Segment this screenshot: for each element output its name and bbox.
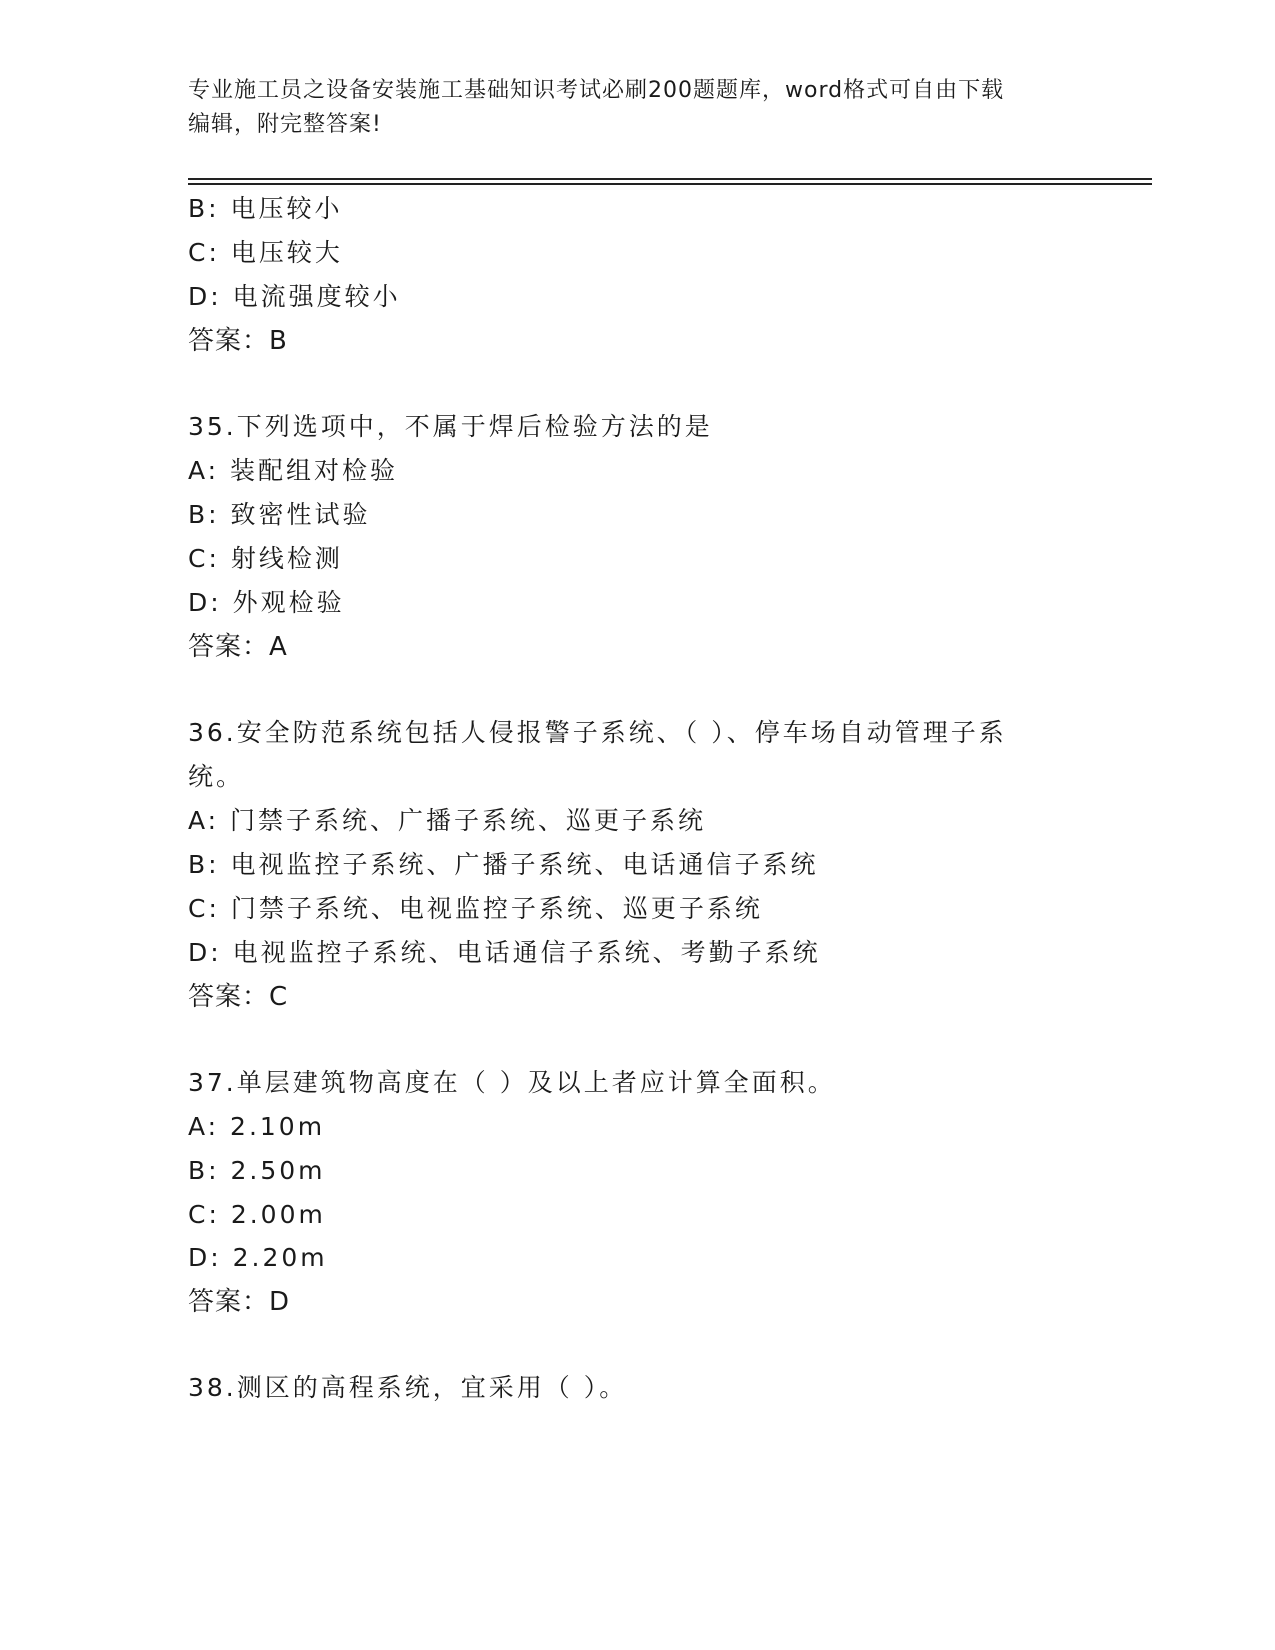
question-36-answer: 答案：C (188, 982, 289, 1012)
question-35-option-d: D: 外观检验 (188, 588, 345, 617)
header-divider-bottom (188, 183, 1152, 185)
question-35-option-b: B: 致密性试验 (188, 500, 371, 529)
header-line-1: 专业施工员之设备安装施工基础知识考试必刷200题题库，word格式可自由下载 (188, 78, 1005, 103)
question-36-option-b: B: 电视监控子系统、广播子系统、电话通信子系统 (188, 850, 819, 879)
header-divider-top (188, 178, 1152, 180)
question-36-option-a: A: 门禁子系统、广播子系统、巡更子系统 (188, 806, 707, 835)
question-35-option-a: A: 装配组对检验 (188, 456, 399, 485)
answer-label: 答案：B (188, 326, 288, 356)
question-38-stem: 38.测区的高程系统，宜采用（ ）。 (188, 1373, 628, 1402)
question-37-option-a: A: 2.10m (188, 1112, 326, 1141)
question-36-option-d: D: 电视监控子系统、电话通信子系统、考勤子系统 (188, 938, 821, 967)
question-37-option-c: C: 2.00m (188, 1200, 326, 1229)
question-35-stem: 35.下列选项中，不属于焊后检验方法的是 (188, 412, 713, 441)
question-36-stem-line-1: 36.安全防范系统包括人侵报警子系统、（ ）、停车场自动管理子系 (188, 718, 1007, 747)
question-36-stem-line-2: 统。 (188, 762, 245, 791)
question-37-option-b: B: 2.50m (188, 1156, 326, 1185)
question-37-option-d: D: 2.20m (188, 1243, 328, 1272)
question-37-answer: 答案：D (188, 1287, 291, 1317)
option-c: C: 电压较大 (188, 238, 343, 267)
question-35-option-c: C: 射线检测 (188, 544, 343, 573)
option-d: D: 电流强度较小 (188, 282, 401, 311)
option-b: B: 电压较小 (188, 194, 343, 223)
question-37-stem: 37.单层建筑物高度在（ ）及以上者应计算全面积。 (188, 1068, 836, 1097)
question-35-answer: 答案：A (188, 632, 288, 662)
document-header (188, 74, 1088, 142)
question-36-option-c: C: 门禁子系统、电视监控子系统、巡更子系统 (188, 894, 763, 923)
header-line-2: 编辑，附完整答案! (188, 112, 382, 137)
